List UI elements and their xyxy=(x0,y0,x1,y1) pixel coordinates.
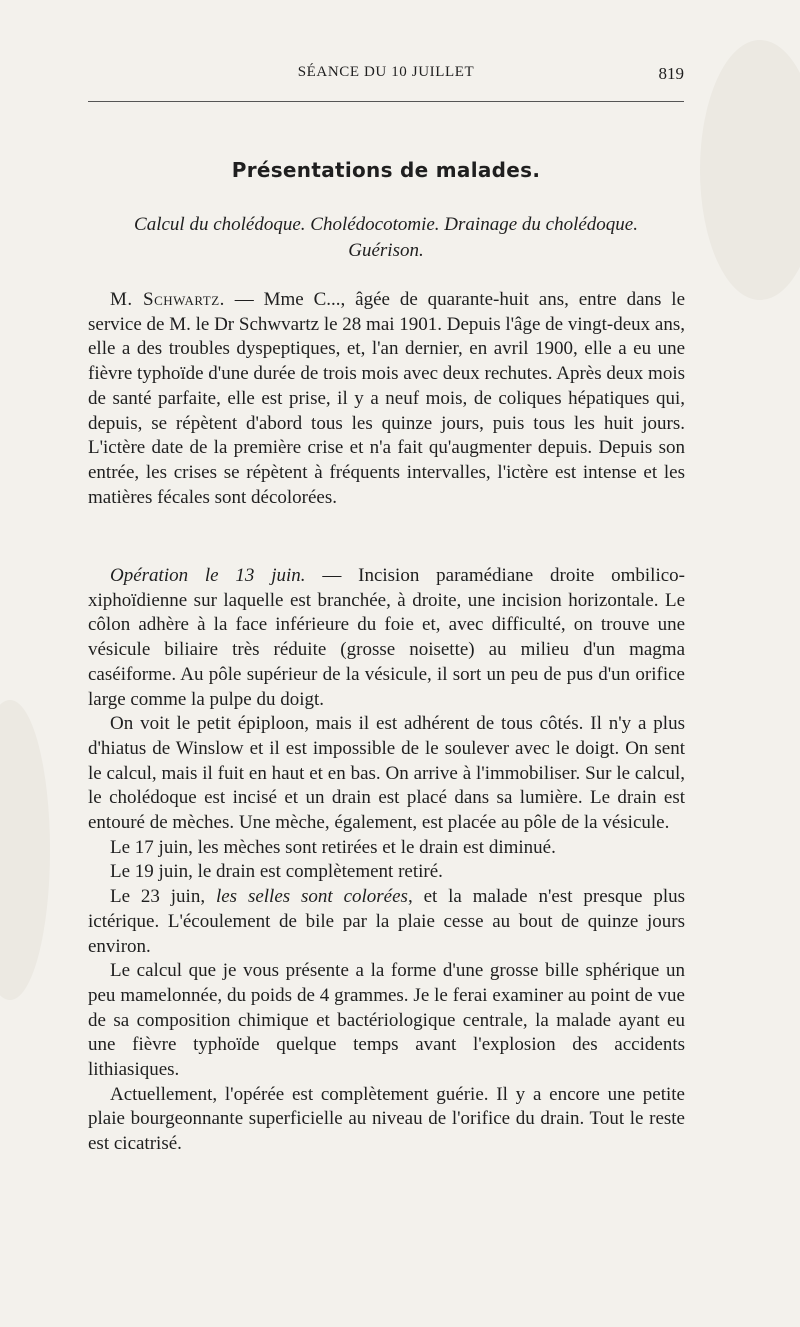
case-title xyxy=(88,212,684,264)
paragraph-8: Actuellement, l'opérée est complètement guérie. Il y a encore une petite plaie bourgeonnante superficielle au niveau de l'orifice du drain. Tout le reste est cicatrisé. xyxy=(88,1083,685,1155)
paper-stain xyxy=(0,700,50,1000)
intro-text: — Mme C..., âgée de quarante-huit ans, entre dans le service de M. le Dr Schwvartz le 28 mai 1901. Depuis l'âge de vingt-deux ans, elle a des troubles dyspeptiques, et, l'an dernier, en avril 1900, elle a eu une fièvre typhoïde d'une durée de trois mois avec deux rechutes. Après deux mois de santé parfaite, elle est prise, il y a neuf mois, de coliques hépatiques qui, depuis, se répètent d'abord tous les quinze jours, puis tous les huit jours. L'ictère date de la première crise et n'a fait qu'augmenter depuis. Depuis son entrée, les crises se répètent à fréquents intervalles, l'ictère est intense et les matières fécales sont décolorées. xyxy=(88,289,686,508)
p6-end: , et la malade n'est presque plus ictérique. L'écoulement de bile par la plaie cesse au bout de quinze jours environ. xyxy=(88,886,685,957)
header-rule xyxy=(88,101,684,102)
case-history xyxy=(88,288,685,510)
author-name: M. Schwartz. xyxy=(110,289,225,310)
paragraph-6 xyxy=(88,885,685,959)
section-title: Présentations de malades. xyxy=(231,158,541,182)
running-head xyxy=(88,62,684,90)
case-title-line-2: Guérison. xyxy=(348,240,424,261)
case-title-line-1: Calcul du cholédoque. Cholédocotomie. Drainage du cholédoque. xyxy=(134,214,638,235)
paragraph-5: Le 19 juin, le drain est complètement retiré. xyxy=(110,861,443,883)
running-head-title: SÉANCE DU 10 JUILLET xyxy=(297,64,475,80)
paragraph-operation xyxy=(88,564,685,712)
p6-start: Le 23 juin, xyxy=(110,886,216,908)
p6-italic: les selles sont colorées xyxy=(215,886,408,908)
operation-text: — Incision paramédiane droite ombilico-xiphoïdienne sur laquelle est branchée, à droite, une incision horizontale. Le côlon adhère à la face inférieure du foie et, avec difficulté, on trouve une vésicule biliaire très réduite (grosse noisette) au milieu d'un magma caséiforme. Au pôle supérieur de la vésicule, il sort un peu de pus d'un orifice large comme la pulpe du doigt. xyxy=(88,565,685,710)
paragraph-3: On voit le petit épiploon, mais il est adhérent de tous côtés. Il n'y a plus d'hiatus de Winslow et il est impossible de le soulever avec le doigt. On sent le calcul, mais il fuit en haut et en bas. On arrive à l'immobiliser. Sur le calcul, le cholédoque est incisé et un drain est placé dans sa lumière. Le drain est entouré de mèches. Une mèche, également, est placée au pôle de la vésicule. xyxy=(88,713,685,834)
paragraph-intro xyxy=(88,288,685,510)
operation-lead: Opération le 13 juin. xyxy=(110,565,306,586)
page-number: 819 xyxy=(658,64,684,83)
paragraph-7: Le calcul que je vous présente a la forme d'une grosse bille sphérique un peu mamelonnée, du poids de 4 grammes. Je le ferai examiner au point de vue de sa composition chimique et bactériologique centrale, la malade ayant eu une fièvre typhoïde quelque temps avant l'explosion des accidents lithiasiques. xyxy=(88,960,685,1081)
operation-report xyxy=(88,564,685,1157)
paragraph-4: Le 17 juin, les mèches sont retirées et le drain est diminué. xyxy=(110,836,556,858)
